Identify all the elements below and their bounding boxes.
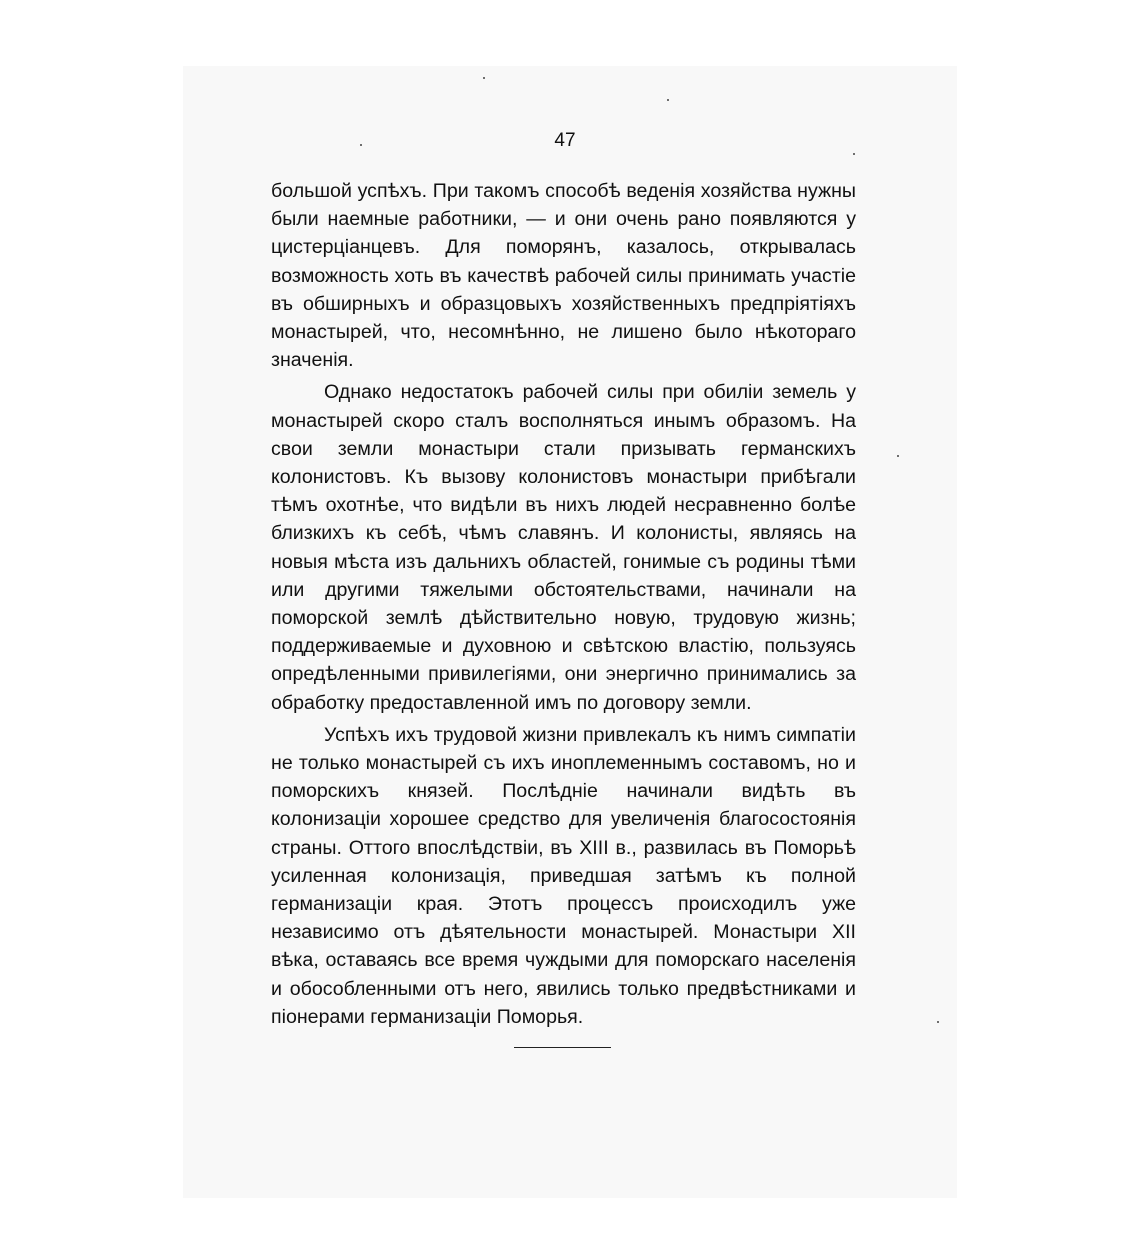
scan-speck (853, 153, 855, 155)
scan-speck (360, 144, 362, 146)
page-number: 47 (554, 130, 576, 151)
body-text (271, 177, 856, 1035)
scan-speck (937, 1021, 939, 1023)
section-end-rule (514, 1047, 611, 1048)
paragraph-2: Однако недостатокъ рабочей силы при обиліи земель у монастырей скоро сталъ восполняться инымъ образомъ. На свои земли монастыри стали призывать германскихъ колонистовъ. Къ вызову колонистовъ монастыри прибѣгали тѣмъ охотнѣе, что видѣли въ нихъ людей несравненно болѣе близкихъ къ себѣ, чѣмъ славянъ. И колонисты, являясь на новыя мѣста изъ дальнихъ областей, гонимые съ родины тѣми или другими тяжелыми обстоятельствами, начинали на поморской землѣ дѣйствительно новую, трудовую жизнь; поддерживаемые и духовною и свѣтскою властію, пользуясь опредѣленными привилегіями, они энергично принимались за обработку предоставленной имъ по договору земли. (271, 381, 856, 714)
scan-speck (483, 77, 485, 79)
paragraph-3: Успѣхъ ихъ трудовой жизни привлекалъ къ нимъ симпатіи не только монастырей съ ихъ иноплеменнымъ составомъ, но и поморскихъ князей. Послѣдніе начинали видѣть въ колонизаціи хорошее средство для увеличенія благосостоянія страны. Оттого впослѣдствіи, въ XIII в., развилась въ Поморьѣ усиленная колонизація, приведшая затѣмъ къ полной германизаціи края. Этотъ процессъ происходилъ уже независимо отъ дѣятельности монастырей. Монастыри XII вѣка, оставаясь все время чуждыми для поморскаго населенія и обособленными отъ него, явились только предвѣстниками и піонерами германизаціи Поморья. (271, 723, 856, 1028)
scan-speck (897, 455, 899, 457)
paragraph-1: большой успѣхъ. При такомъ способѣ веденія хозяйства нужны были наемные работники, — и они очень рано появляются у цистерціанцевъ. Для поморянъ, казалось, открывалась возможность хоть въ качествѣ рабочей силы принимать участіе въ обширныхъ и образцовыхъ хозяйственныхъ предпріятіяхъ монастырей, что, несомнѣнно, не лишено было нѣкотораго значенія. (271, 180, 856, 372)
scan-speck (667, 99, 669, 101)
